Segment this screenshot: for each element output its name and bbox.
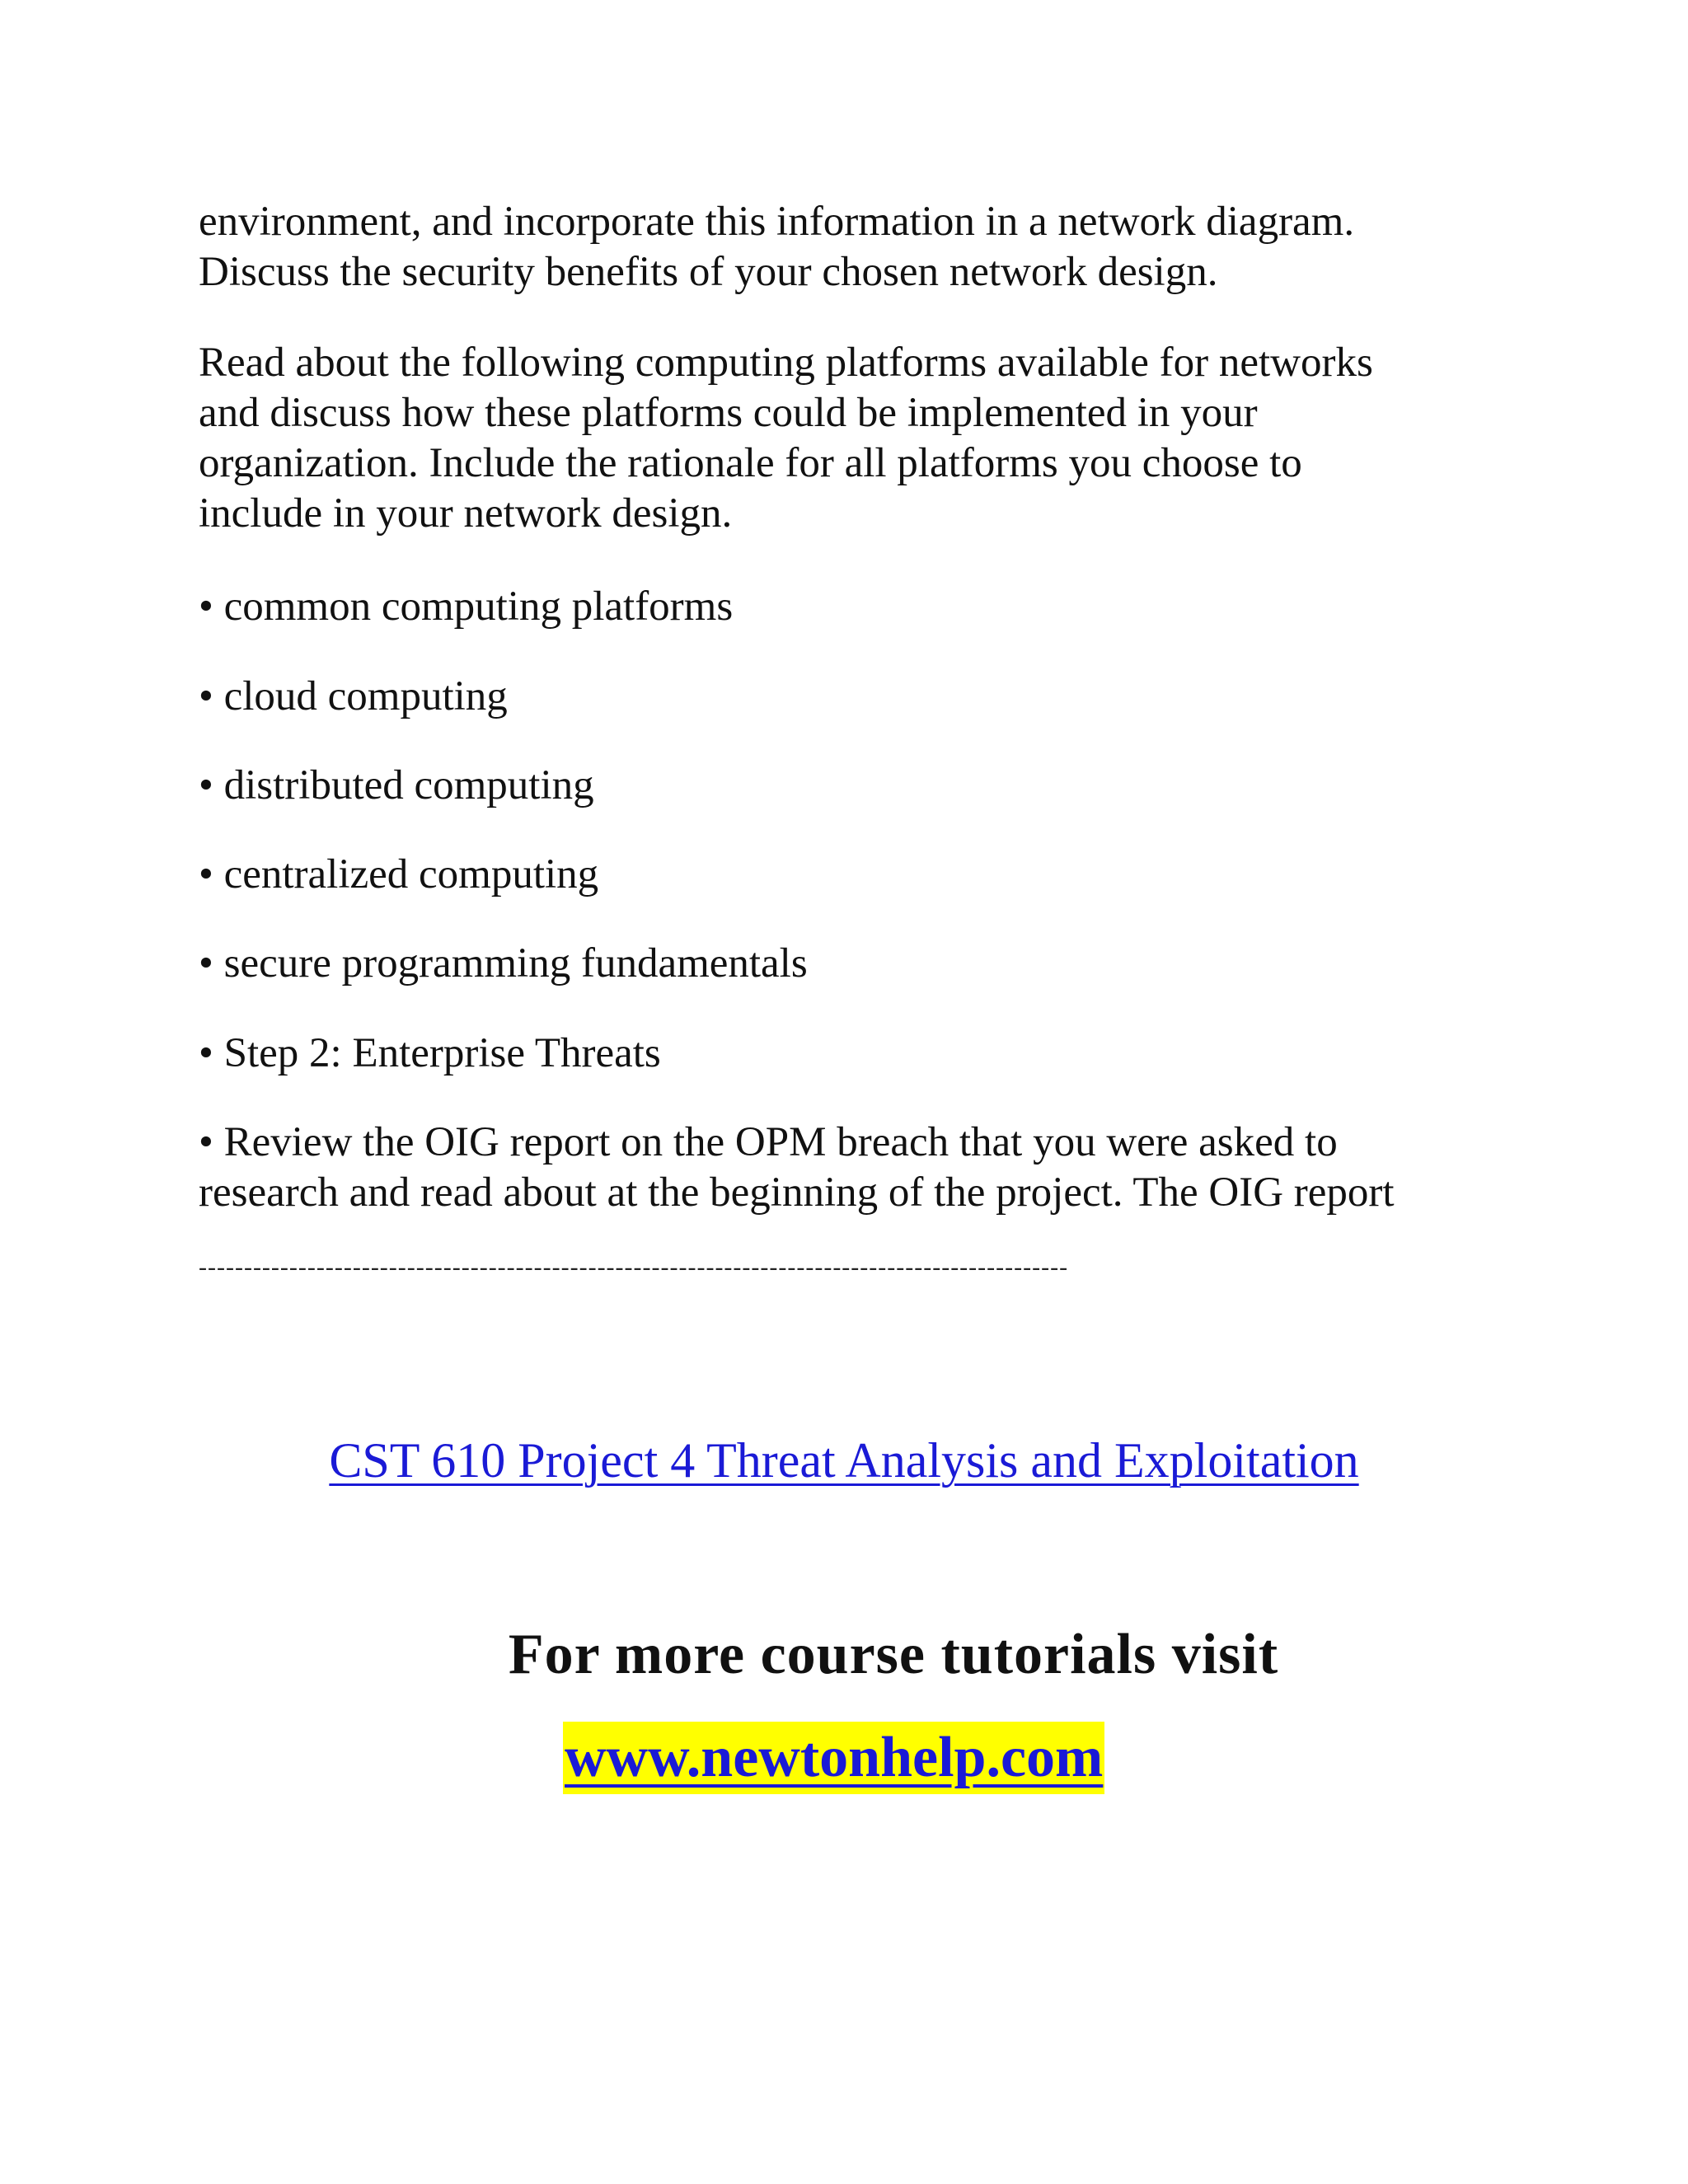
platforms-line-3: organization. Include the rationale for all platforms you choose to xyxy=(199,440,1302,486)
website-highlight xyxy=(563,1722,1104,1794)
bullet-distributed-computing: • distributed computing xyxy=(199,762,594,808)
promo-heading: For more course tutorials visit xyxy=(508,1623,1279,1686)
intro-paragraph xyxy=(199,197,1484,298)
review-line-2: research and read about at the beginning of the project. The OIG report xyxy=(199,1169,1395,1216)
intro-line-2: Discuss the security benefits of your chosen network design. xyxy=(199,249,1218,295)
bullet-secure-programming: • secure programming fundamentals xyxy=(199,940,808,987)
platforms-line-4: include in your network design. xyxy=(199,490,733,537)
website-link[interactable]: www.newtonhelp.com xyxy=(565,1726,1104,1789)
platforms-line-1: Read about the following computing platforms available for networks xyxy=(199,340,1373,386)
dashed-divider: ------------------------------------------------------------------------------------------------ xyxy=(199,1254,1069,1281)
bullet-step-2: • Step 2: Enterprise Threats xyxy=(199,1030,661,1076)
bullet-common-computing: • common computing platforms xyxy=(199,583,734,630)
course-link[interactable]: CST 610 Project 4 Threat Analysis and Exploitation xyxy=(329,1433,1359,1488)
platforms-line-2: and discuss how these platforms could be implemented in your xyxy=(199,390,1258,436)
bullet-centralized-computing: • centralized computing xyxy=(199,851,599,898)
review-paragraph xyxy=(199,1118,1484,1218)
review-line-1: • Review the OIG report on the OPM breach that you were asked to xyxy=(199,1119,1338,1165)
course-title xyxy=(0,1431,1688,1490)
platforms-paragraph xyxy=(199,338,1484,539)
bullet-cloud-computing: • cloud computing xyxy=(199,673,508,719)
intro-line-1: environment, and incorporate this information in a network diagram. xyxy=(199,199,1355,245)
